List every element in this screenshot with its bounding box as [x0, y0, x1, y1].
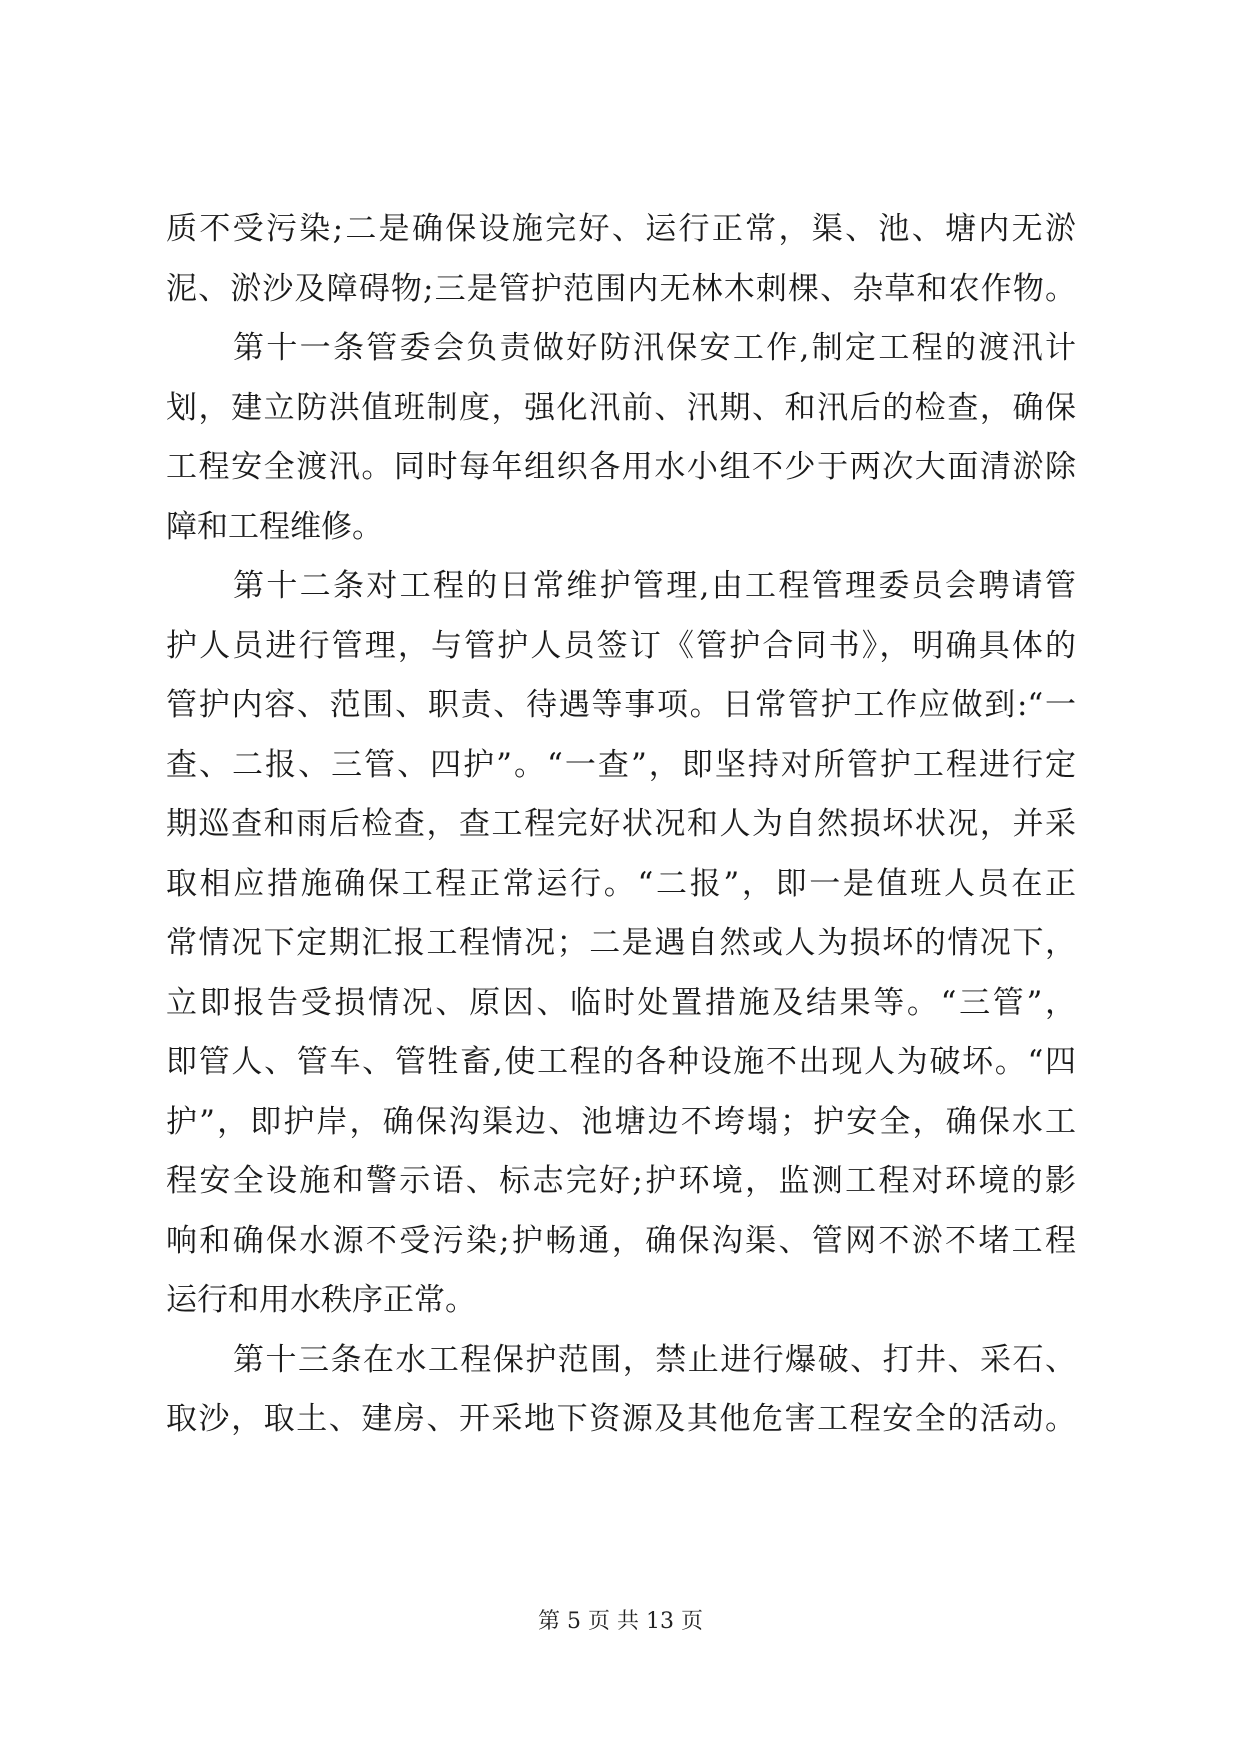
paragraph-start-line: 第十二条对工程的日常维护管理,由工程管理委员会聘请管 [233, 568, 1076, 604]
text-line: 工程安全渡汛。同时每年组织各用水小组不少于两次大面清淤除 [166, 449, 1076, 485]
text-line: 护人员进行管理，与管护人员签订《管护合同书》，明确具体的 [166, 628, 1076, 664]
text-line: 取沙，取土、建房、开采地下资源及其他危害工程安全的活动。 [166, 1401, 1076, 1437]
text-line: 泥、淤沙及障碍物;三是管护范围内无林木刺棵、杂草和农作物。 [166, 271, 1076, 307]
text-line: 护”，即护岸，确保沟渠边、池塘边不垮塌；护安全，确保水工 [166, 1104, 1076, 1140]
text-line: 障和工程维修。 [166, 509, 383, 545]
text-line: 运行和用水秩序正常。 [166, 1282, 476, 1318]
text-line: 取相应措施确保工程正常运行。“二报”，即一是值班人员在正 [166, 866, 1076, 902]
text-line: 管护内容、范围、职责、待遇等事项。日常管护工作应做到:“一 [166, 687, 1076, 723]
text-line: 划，建立防洪值班制度，强化汛前、汛期、和汛后的检查，确保 [166, 390, 1076, 426]
text-line: 期巡查和雨后检查，查工程完好状况和人为自然损坏状况，并采 [166, 806, 1076, 842]
paragraph-start-line: 第十一条管委会负责做好防汛保安工作,制定工程的渡汛计 [233, 330, 1076, 366]
text-line: 常情况下定期汇报工程情况；二是遇自然或人为损坏的情况下， [166, 925, 1076, 961]
text-line: 查、二报、三管、四护”。“一查”，即坚持对所管护工程进行定 [166, 747, 1076, 783]
text-line: 即管人、管车、管牲畜,使工程的各种设施不出现人为破坏。“四 [166, 1044, 1076, 1080]
text-line: 质不受污染;二是确保设施完好、运行正常，渠、池、塘内无淤 [166, 211, 1076, 247]
page-number-footer: 第 5 页 共 13 页 [538, 1609, 703, 1634]
text-line: 立即报告受损情况、原因、临时处置措施及结果等。“三管”， [166, 985, 1076, 1021]
text-line: 响和确保水源不受污染;护畅通，确保沟渠、管网不淤不堵工程 [166, 1223, 1076, 1259]
text-line: 程安全设施和警示语、标志完好;护环境，监测工程对环境的影 [166, 1163, 1076, 1199]
paragraph-start-line: 第十三条在水工程保护范围，禁止进行爆破、打井、采石、 [233, 1342, 1076, 1378]
